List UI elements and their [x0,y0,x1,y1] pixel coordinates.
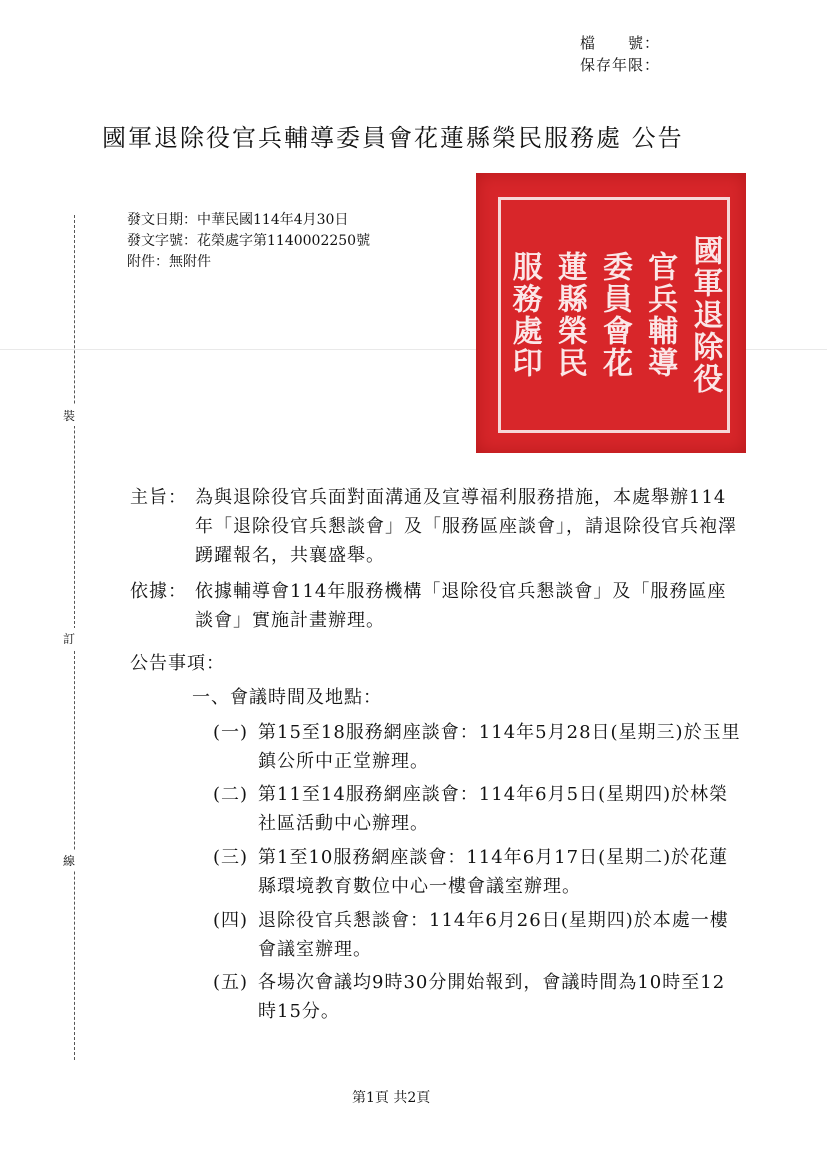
item-number: (五) [213,972,249,993]
document-number: 發文字號：花榮處字第1140002250號 [127,233,371,249]
seal-column: 國軍退除役 [687,235,723,395]
seal-column: 蓮縣榮民 [551,251,587,379]
item-text: 第1至10服務網座談會：114年6月17日(星期二)於花蓮縣環境教育數位中心一樓會議室辦理。 [258,847,729,897]
item-text: 各場次會議均9時30分開始報到，會議時間為10時至12時15分。 [258,972,726,1022]
file-number-label: 檔 號： [580,34,661,52]
item-text: 退除役官兵懇談會：114年6月26日(星期四)於本處一樓會議室辦理。 [258,910,729,960]
announcement-heading: 公告事項： [130,653,225,674]
binding-mark-ding: 訂 [63,628,75,649]
document-title: 國軍退除役官兵輔導委員會花蓮縣榮民服務處 公告 [102,124,684,152]
basis-paragraph [130,577,740,637]
item-number: (四) [213,910,249,931]
seal-border [498,197,730,433]
section-1-title: 一、會議時間及地點： [192,687,382,708]
meeting-item [213,718,743,778]
subject-label: 主旨： [130,487,187,508]
item-text: 第15至18服務網座談會：114年5月28日(星期三)於玉里鎮公所中正堂辦理。 [258,722,741,772]
issue-date: 發文日期：中華民國114年4月30日 [127,212,349,228]
item-text: 第11至14服務網座談會：114年6月5日(星期四)於林榮社區活動中心辦理。 [258,784,729,834]
basis-text: 依據輔導會114年服務機構「退除役官兵懇談會」及「服務區座談會」實施計畫辦理。 [195,581,727,631]
item-number: (三) [213,847,249,868]
subject-paragraph [130,483,740,573]
page-number: 第1頁 共2頁 [352,1090,431,1106]
meeting-item [213,906,743,966]
retention-period-label: 保存年限： [580,56,661,74]
subject-text: 為與退除役官兵面對面溝通及宣導福利服務措施，本處舉辦114年「退除役官兵懇談會」及「服務區座談會」，請退除役官兵袍澤踴躍報名，共襄盛舉。 [195,487,737,566]
seal-column: 服務處印 [506,251,542,379]
basis-label: 依據： [130,581,187,602]
item-number: (一) [213,722,249,743]
binding-mark-xian: 線 [63,850,75,871]
attachment-info: 附件：無附件 [127,254,211,270]
meeting-item [213,843,743,903]
meeting-item [213,968,743,1028]
official-seal-stamp [476,173,746,453]
seal-column: 委員會花 [596,251,632,379]
meeting-item [213,780,743,840]
binding-mark-zhuang: 裝 [63,405,75,426]
seal-column: 官兵輔導 [642,251,678,379]
item-number: (二) [213,784,249,805]
